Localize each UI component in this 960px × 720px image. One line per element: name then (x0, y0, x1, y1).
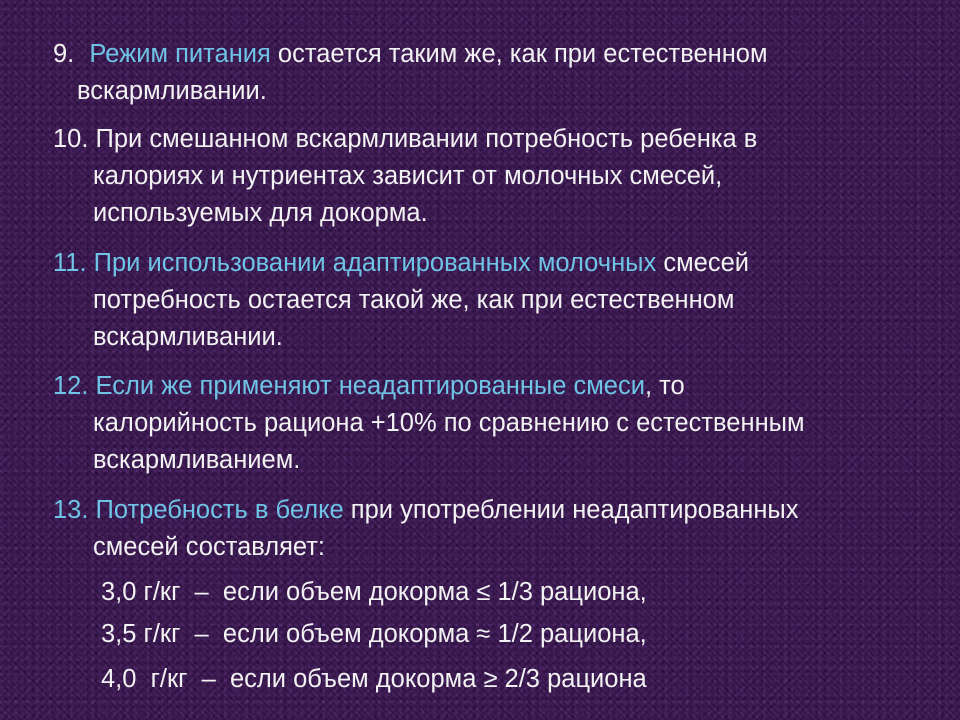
item-highlight: Потребность в белке (88, 496, 344, 524)
item-text: смесей (656, 249, 749, 277)
item-text: при употреблении неадаптированных (343, 496, 799, 524)
list-item-11 (53, 245, 933, 356)
item-text-continuation: калорийность рациона +10% по сравнению с естественным (93, 409, 805, 437)
item-text: , то (644, 372, 685, 400)
protein-row: 4,0 г/кг – если объем докорма ≥ 2/3 рациона (101, 665, 647, 693)
item-highlight: Режим питания (89, 40, 271, 68)
item-number: 12. (53, 372, 89, 400)
list-item-13 (53, 492, 933, 566)
list-item-10 (53, 121, 933, 232)
item-number: 10. (53, 125, 89, 153)
list-item-9 (53, 36, 933, 110)
item-text-continuation: смесей составляет: (93, 533, 326, 561)
item-number: 13. (53, 496, 89, 524)
item-highlight: Если же применяют неадаптированные смеси (88, 372, 645, 400)
protein-row: 3,0 г/кг – если объем докорма ≤ 1/3 рациона, (101, 578, 647, 606)
item-text: При смешанном вскармливании потребность ребенка в (88, 125, 758, 153)
item-text-continuation: потребность остается такой же, как при естественном (93, 286, 735, 314)
item-text-continuation: вскармливании. (77, 77, 267, 105)
item-text-continuation: вскармливании. (93, 323, 283, 351)
item-number: 9. (53, 40, 75, 68)
item-text-continuation: калориях и нутриентах зависит от молочных смесей, (93, 162, 723, 190)
item-text-continuation: вскармливанием. (93, 446, 301, 474)
protein-row: 3,5 г/кг – если объем докорма ≈ 1/2 рациона, (101, 620, 647, 648)
list-item-12 (53, 368, 933, 479)
item-text: остается таким же, как при естественном (270, 40, 768, 68)
item-number: 11. (53, 249, 87, 277)
item-highlight: При использовании адаптированных молочных (86, 249, 657, 277)
item-text-continuation: используемых для докорма. (93, 199, 428, 227)
